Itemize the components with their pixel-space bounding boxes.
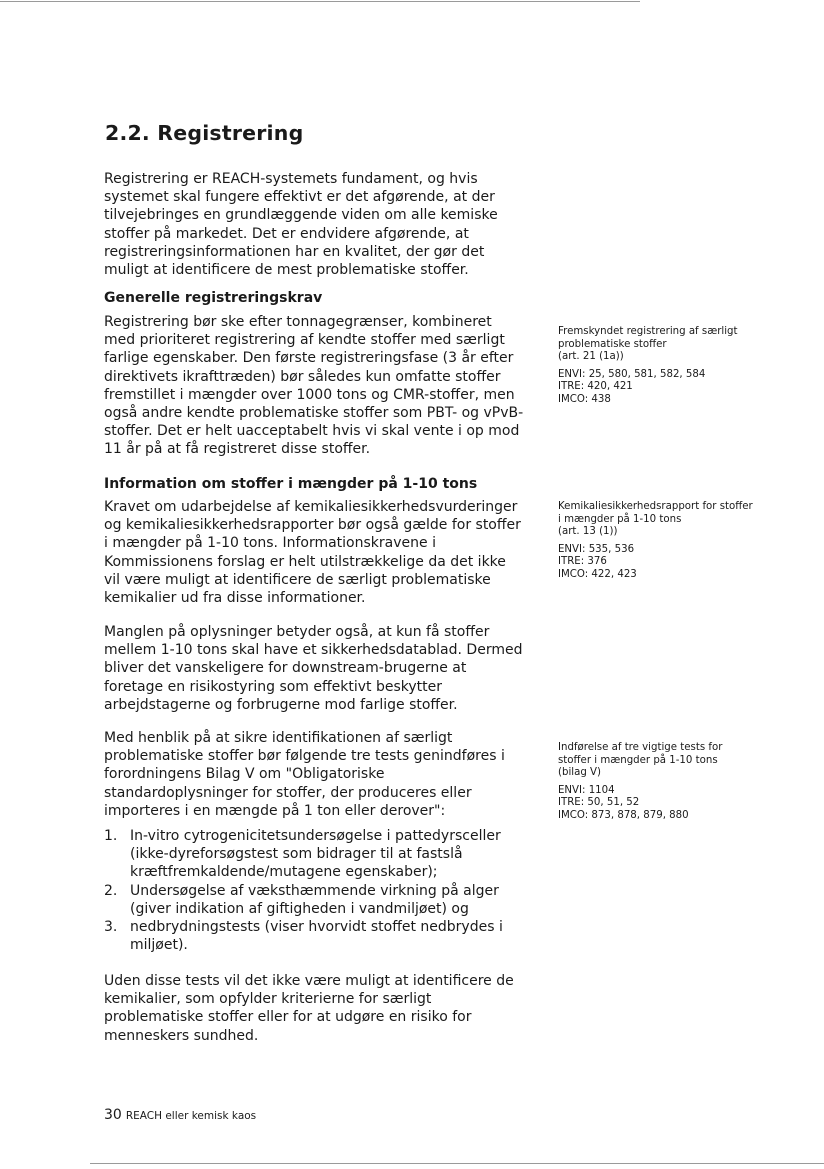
intro-paragraph: Registrering er REACH-systemets fundament, og hvis systemet skal fungere effektivt er det afgørende, at der tilvejebringes en grundlæggende viden om alle kemiske stoffer på markedet. Det er endvidere afgørende, at registreringsinformationen har en kvalitet, der gør det muligt at identificere de mest problematiske stoffer. [104,171,498,279]
note-itre: ITRE: 376 [558,556,607,568]
note-itre: ITRE: 50, 51, 52 [558,797,640,809]
margin-note-accelerated-registration [558,326,758,407]
note-title: Indførelse af tre vigtige tests for stoffer i mængder på 1-10 tons [558,742,723,766]
list-item: 2. Undersøgelse af væksthæmmende virkning på alger (giver indikation af giftigheden i vandmiljøet) og [104,882,499,917]
tests-intro-paragraph: Med henblik på at sikre identifikationen af særligt problematiske stoffer bør følgende tre tests genindføres i forordningens Bilag V om "Obligatoriske standardoplysninger for stoffer, der produceres eller importeres i en mængde på 1 ton eller derover": [104,730,505,819]
note-itre: ITRE: 420, 421 [558,381,633,393]
note-title: Kemikaliesikkerhedsrapport for stoffer i mængder på 1-10 tons [558,501,753,525]
note-article: (art. 21 (1a)) [558,351,624,363]
note-envi: ENVI: 25, 580, 581, 582, 584 [558,368,706,380]
top-rule [0,1,640,2]
note-imco: IMCO: 438 [558,393,611,405]
list-item: 3. nedbrydningstests (viser hvorvidt stoffet nedbrydes i miljøet). [104,919,503,954]
closing-paragraph: Uden disse tests vil det ikke være muligt at identificere de kemikalier, som opfylder kriterierne for særligt problematiske stoffer eller for at udgøre en risiko for menneskers sundhed. [104,973,514,1044]
missing-information-paragraph: Manglen på oplysninger betyder også, at kun få stoffer mellem 1-10 tons skal have et sikkerhedsdatablad. Dermed bliver det vanskeligere for downstream-brugerne at foretage en risikostyring som effektivt beskytter arbejdstagerne og forbrugerne mod farlige stoffer. [104,624,523,713]
note-envi: ENVI: 1104 [558,784,615,796]
note-article: (art. 13 (1)) [558,526,618,538]
section-heading: 2.2. Registrering [105,121,304,145]
note-article: (bilag V) [558,767,601,779]
margin-note-three-tests [558,742,758,823]
page-number: 30 [104,1107,122,1123]
note-title: Fremskyndet registrering af særligt problematiske stoffer [558,326,738,350]
list-item: 1. In-vitro cytrogenicitetsundersøgelse i pattedyrsceller (ikke-dyreforsøgstest som bidrager til at fastslå kræftfremkaldende/mutagene egenskaber); [104,828,501,881]
subheading-1-10-tons: Information om stoffer i mængder på 1-10 tons [104,476,478,492]
page-footer [104,1107,256,1123]
general-requirements-paragraph: Registrering bør ske efter tonnagegrænser, kombineret med prioriteret registrering af kendte stoffer med særligt farlige egenskaber. Den første registreringsfase (3 år efter direktivets ikrafttræden) bør således kun omfatte stoffer fremstillet i mængder over 1000 tons og CMR-stoffer, men også andre kendte problematiske stoffer som PBT- og vPvB-stoffer. Det er helt uacceptabelt hvis vi skal vente i op mod 11 år på at få registreret disse stoffer. [104,314,524,458]
margin-note-safety-report [558,501,758,582]
tests-list [104,827,524,954]
subheading-general-requirements: Generelle registreringskrav [104,290,323,306]
safety-report-paragraph: Kravet om udarbejdelse af kemikaliesikkerhedsvurderinger og kemikaliesikkerhedsrapporter bør også gælde for stoffer i mængder på 1-10 tons. Informationskravene i Kommissionens forslag er helt utilstrækkelige da det ikke vil være muligt at identificere de særligt problematiske kemikalier ud fra disse informationer. [104,499,521,607]
footer-title: REACH eller kemisk kaos [125,1110,257,1122]
note-imco: IMCO: 873, 878, 879, 880 [558,809,689,821]
note-imco: IMCO: 422, 423 [558,568,637,580]
note-envi: ENVI: 535, 536 [558,543,635,555]
bottom-rule [90,1163,824,1164]
